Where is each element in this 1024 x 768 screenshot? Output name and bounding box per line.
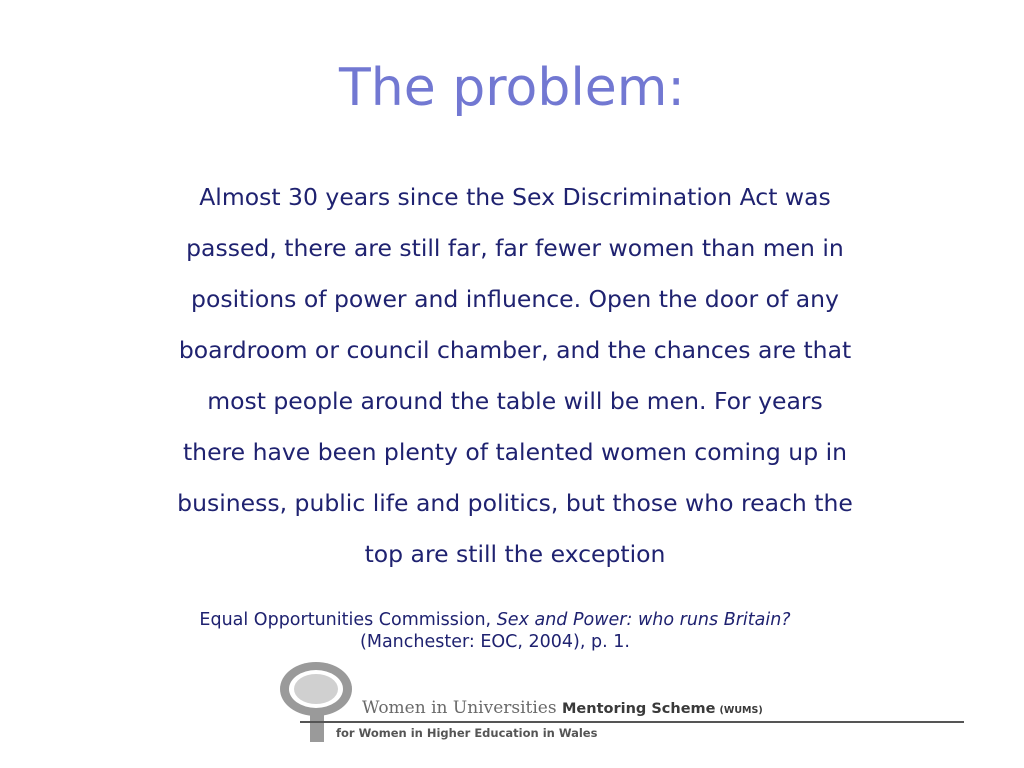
wums-logo (276, 660, 976, 760)
body-line: business, public life and politics, but those who reach the (177, 489, 853, 517)
logo-tagline: for Women in Higher Education in Wales (336, 726, 598, 740)
body-line: passed, there are still far, far fewer women than men in (186, 234, 844, 262)
body-line: top are still the exception (364, 540, 666, 568)
logo-stem (310, 714, 324, 742)
slide-title: The problem: (339, 58, 685, 118)
logo-divider (300, 721, 964, 723)
citation-work-title: Sex and Power: who runs Britain? (496, 610, 791, 630)
body-quote (96, 172, 934, 580)
body-line: Almost 30 years since the Sex Discrimination Act was (199, 183, 831, 211)
logo-name-part2: Mentoring Scheme (562, 701, 716, 717)
citation-author: Equal Opportunities Commission, (199, 610, 497, 630)
citation-line-1 (60, 609, 930, 631)
body-line: most people around the table will be men. For years (207, 387, 823, 415)
logo-name-part1: Women in Universities (362, 698, 562, 718)
citation-line-2 (60, 631, 930, 653)
body-line: boardroom or council chamber, and the chances are that (178, 336, 852, 364)
body-line: positions of power and influence. Open the door of any (191, 285, 839, 313)
citation (60, 609, 930, 653)
body-line: there have been plenty of talented women coming up in (182, 438, 848, 466)
female-symbol-icon (278, 660, 354, 718)
logo-abbreviation: (WUMS) (719, 705, 763, 716)
citation-publication: (Manchester: EOC, 2004), p. 1 (360, 632, 625, 652)
citation-period: . (624, 632, 630, 652)
logo-title (362, 698, 763, 718)
